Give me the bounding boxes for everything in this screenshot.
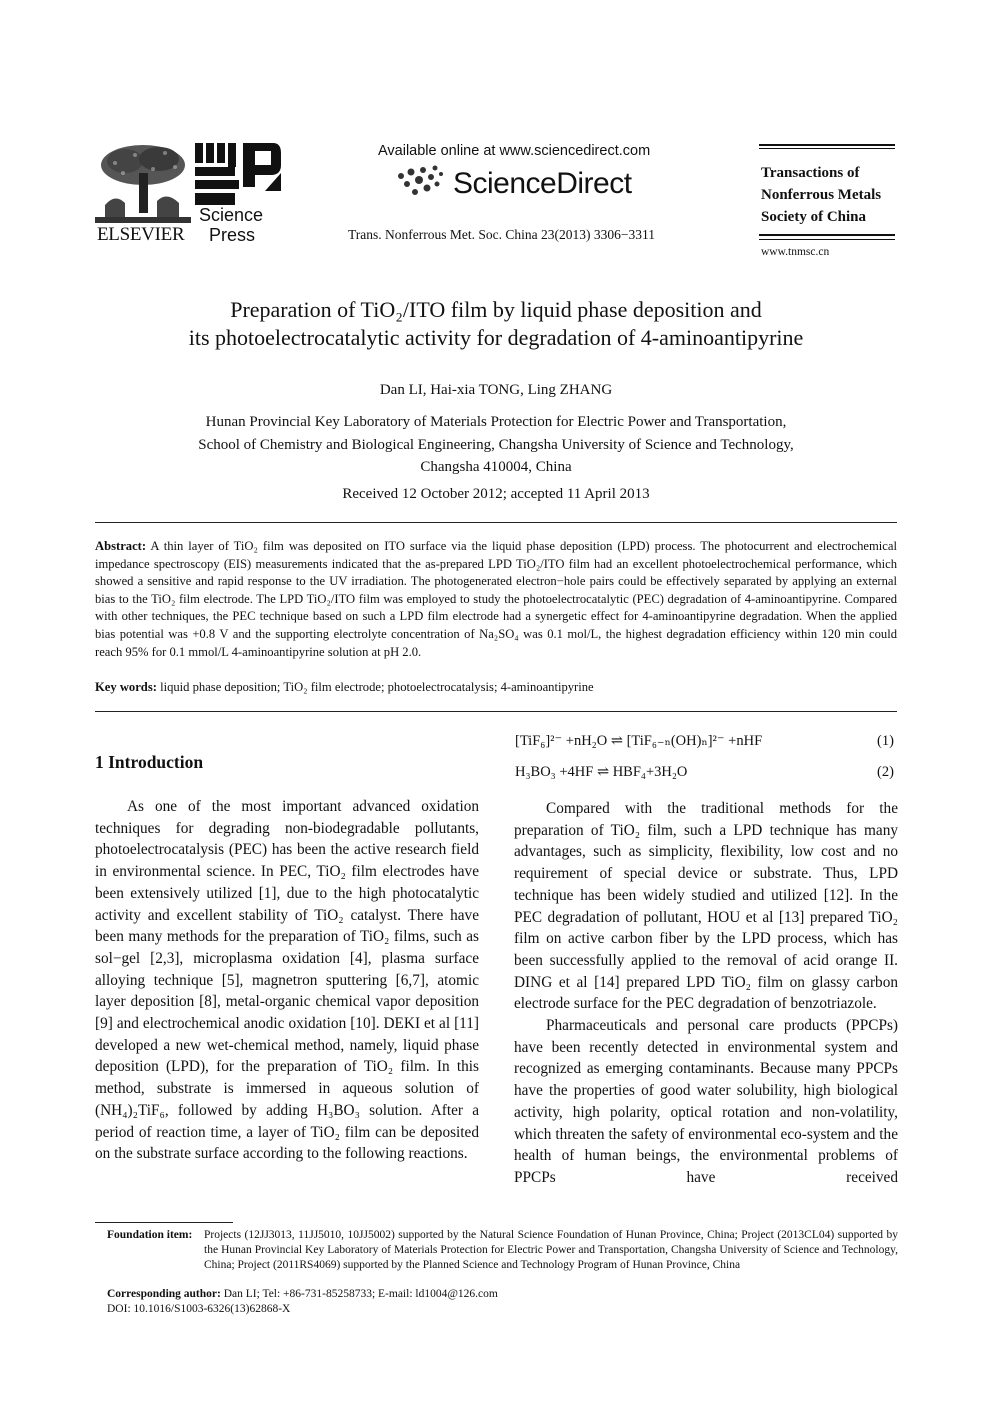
section-heading-introduction: 1 Introduction <box>95 752 204 772</box>
authors: Dan LI, Hai-xia TONG, Ling ZHANG <box>379 382 613 398</box>
foundation-label: Foundation item: <box>107 1229 193 1241</box>
journal-rule-top <box>759 144 895 146</box>
keywords-label: Key words: <box>95 680 157 694</box>
journal-website: www.tnmsc.cn <box>761 246 830 258</box>
intro-paragraph-3: Pharmaceuticals and personal care products (PPCPs) have been recently detected in environmental system and recognized as emerging contaminants. Because many PPCPs have the properties of good water solubility, high biological activity, high polarity, optical rotation and non-volatility, which threaten the safety of environmental eco-system and the health of human beings, the environmental problems of PPCPs have received <box>514 1017 898 1186</box>
corresponding-author <box>107 1287 498 1302</box>
intro-paragraph-1: As one of the most important advanced oxidation techniques for degrading non-biodegradable pollutants, photoelectrocatalysis (PEC) has been the active research field in environmental science. In PEC, TiO₂ film electrodes have been extensively utilized [1], due to the high photocatalytic activity and excellent stability of TiO₂ catalyst. There have been many methods for the preparation of TiO₂ films, such as sol−gel [2,3], microplasma oxidation [4], plasma surface alloying technique [5], magnetron sputtering [6,7], atomic layer deposition [8], metal-organic chemical vapor deposition [9] and electrochemical anodic oxidation [10]. DEKI et al [11] developed a new wet-chemical method, namely, liquid phase deposition (LPD), for the preparation of TiO₂ film. In this method, substrate is immersed in aqueous solution of (NH₄)₂TiF₆, followed by adding H₃BO₃ solution. After a period of reaction time, a layer of TiO₂ film can be deposited on the substrate surface according to the following reactions. <box>95 798 479 1163</box>
affiliation <box>60 411 932 479</box>
abstract-rule-top <box>95 522 897 523</box>
received-dates: Received 12 October 2012; accepted 11 April 2013 <box>342 486 650 502</box>
available-online-text: Available online at www.sciencedirect.com <box>378 143 651 159</box>
affiliation-line2: School of Chemistry and Biological Engineering, Changsha University of Science and Technology, <box>198 436 794 453</box>
sciencedirect-dots-icon <box>393 164 453 200</box>
journal-name-line1: Transactions of <box>761 165 860 181</box>
equation-2-number: (2) <box>877 764 894 780</box>
journal-citation: Trans. Nonferrous Met. Soc. China 23(2013) 3306−3311 <box>348 227 655 242</box>
abstract-rule-bottom <box>95 711 897 712</box>
keywords-text: liquid phase deposition; TiO₂ film electrode; photoelectrocatalysis; 4-aminoantipyrine <box>160 680 594 694</box>
keywords <box>95 679 897 697</box>
sciencedirect-wordmark: ScienceDirect <box>453 167 632 200</box>
equation-2: H₃BO₃ +4HF ⇌ HBF₄+3H₂O <box>515 764 688 780</box>
title-line1: Preparation of TiO₂/ITO film by liquid phase deposition and <box>230 297 762 322</box>
journal-name <box>761 162 921 228</box>
right-column <box>514 798 898 1189</box>
elsevier-logo <box>95 143 191 223</box>
press-line-science: Science <box>199 205 264 225</box>
corresponding-label: Corresponding author: <box>107 1288 221 1300</box>
abstract-text: A thin layer of TiO₂ film was deposited on ITO surface via the liquid phase deposition (LPD) process. The photocurrent and electrochemical impedance spectroscopy (EIS) measurements indicated that the as-prepared LPD TiO₂/ITO film had an excellent photoelectrochemical performance, which showed a sensitive and rapid response to the UV irradiation. The photogenerated electron−hole pairs could be effectively separated by applying an external bias to the TiO₂ film electrode. The LPD TiO₂/ITO film was employed to study the photoelectrocatalytic (PEC) degradation of 4-aminoantipyrine. Compared with other techniques, the PEC technique based on such a LPD film electrode had a synergetic effect for 4-aminoantipyrine degradation. When the applied bias potential was +0.8 V and the supporting electrolyte concentration of Na₂SO₄ was 0.1 mol/L, the highest degradation efficiency within 120 min could reach 95% for 0.1 mmol/L 4-aminoantipyrine solution at pH 2.0. <box>95 539 897 659</box>
science-press-logo <box>195 143 281 205</box>
affiliation-line1: Hunan Provincial Key Laboratory of Materials Protection for Electric Power and Transportation, <box>205 414 787 430</box>
journal-rule-top-2 <box>759 148 895 149</box>
article-title <box>60 296 932 352</box>
abstract-label: Abstract: <box>95 539 147 553</box>
press-line-press: Press <box>209 225 256 245</box>
abstract <box>95 538 897 661</box>
intro-paragraph-2: Compared with the traditional methods for the preparation of TiO₂ film, such a LPD technique has many advantages, such as simplicity, flexibility, low cost and no requirement of special device or substrate. Thus, LPD technique has been widely studied and utilized [12]. In the PEC degradation of pollutant, HOU et al [13] prepared TiO₂ film on active carbon fiber by the LPD process, which has been successfully applied to the removal of acid orange II. DING et al [14] prepared LPD TiO₂ film on glassy carbon electrode surface for the PEC degradation of benzotriazole. <box>514 800 898 1013</box>
publisher-name: ELSEVIER <box>97 224 185 245</box>
footnote-rule <box>95 1222 233 1223</box>
journal-rule-bottom-2 <box>759 239 895 240</box>
journal-rule-bottom <box>759 234 895 236</box>
science-press-mark-icon <box>195 143 281 205</box>
journal-name-line3: Society of China <box>761 209 866 225</box>
affiliation-line3: Changsha 410004, China <box>420 459 572 475</box>
corresponding-text: Dan LI; Tel: +86-731-85258733; E-mail: ld1004@126.com <box>223 1288 498 1300</box>
left-column <box>95 796 479 1165</box>
elsevier-tree-icon <box>95 143 191 223</box>
equation-1-number: (1) <box>877 733 894 749</box>
title-line2: its photoelectrocatalytic activity for degradation of 4-aminoantipyrine <box>188 325 804 350</box>
journal-name-line2: Nonferrous Metals <box>761 187 882 203</box>
foundation-text: Projects (12JJ3013, 11JJ5010, 10JJ5002) supported by the Natural Science Foundation of Hunan Province, China; Project (2013CL04) supported by the Hunan Provincial Key Laboratory of Materials Protection for Electric Power and Transportation, Changsha University of Science and Technology, China; Project (2011RS4069) supported by the Planned Science and Technology Program of Hunan Province, China <box>204 1229 898 1271</box>
equation-1: [TiF₆]²⁻ +nH₂O ⇌ [TiF₆₋ₙ(OH)ₙ]²⁻ +nHF <box>515 733 763 749</box>
doi: DOI: 10.1016/S1003-6326(13)62868-X <box>107 1303 291 1315</box>
